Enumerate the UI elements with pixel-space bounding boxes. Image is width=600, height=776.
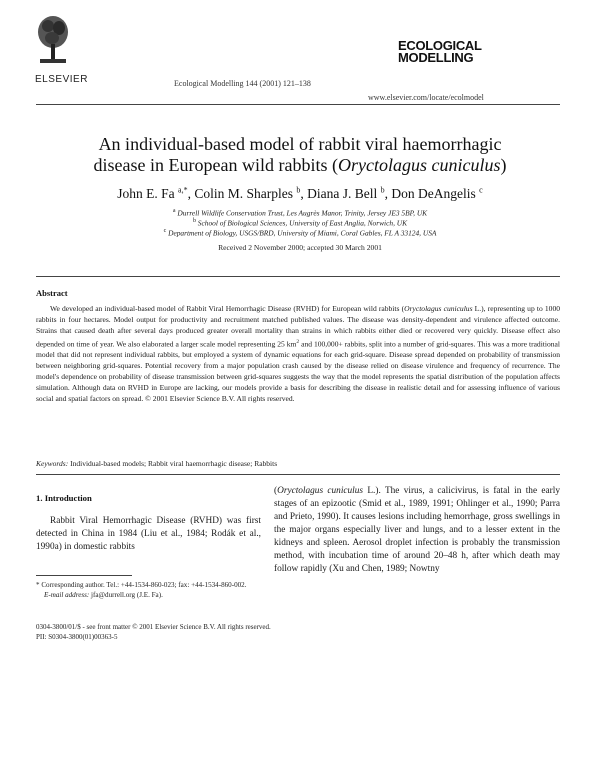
intro-right-column: (Oryctolagus cuniculus L.). The virus, a calicivirus, is fatal in the early stages of an epizootic (Smid et al., 1989, 1991; Ohlinger et al., 1990; Parra and Prieto, 1990). It causes lesions including hemorrhage, gross swellings in the major organs especially liver and lungs, and to a lesser extent in the kidneys and spleen. Aerosol droplet infection is probably the transmission method, with incubation time of around 20–48 h, after which death may follow rapidly (Xu and Chen, 1989; Nowtny [274,486,560,574]
affiliation: $^a$ Durrell Wildlife Conservation Trust, Les Augrès Manor, Trinity, Jersey JE3 5BP, UK [172,208,428,218]
email-address[interactable]: jfa@durrell.org (J.E. Fa). [89,591,163,600]
author: Don DeAngelis $^c$ [391,185,483,201]
intro-species: Oryctolagus cuniculus [277,486,364,496]
author: Diana J. Bell $^b$, [307,185,392,201]
email-footnote: E-mail address: jfa@durrell.org (J.E. Fa). [44,591,163,600]
article-title [40,134,560,176]
title-line1: An individual-based model of rabbit viral haemorrhagic [98,134,502,154]
corresponding-author: * Corresponding author. Tel.: +44-1534-860-023; fax: +44-1534-860-002. [36,581,247,589]
author-list [40,185,560,202]
pii-line: PII: S0304-3800(01)00363-5 [36,633,118,642]
publisher-name: ELSEVIER [35,74,88,85]
title-line2: disease in European wild rabbits (Oryctolagus cuniculus) [93,155,507,175]
abstract-species: Oryctolagus cuniculus [404,304,473,313]
section-heading-introduction: 1. Introduction [36,493,92,503]
journal-logo-text [398,40,558,64]
intro-left-column: Rabbit Viral Hemorrhagic Disease (RVHD) was first detected in China in 1984 (Liu et al., 1984; Rodák et al., 1990a) in domestic rabbits [36,516,261,552]
journal-url[interactable]: www.elsevier.com/locate/ecolmodel [368,93,484,102]
header-divider [36,104,560,105]
affiliation: $^c$ Department of Biology, USGS/BRD, University of Miami, Coral Gables, FL A 33124, USA [163,228,437,238]
keywords-label: Keywords: [36,459,69,468]
issn-line: 0304-3800/01/$ - see front matter © 2001 Elsevier Science B.V. All rights reserved. [36,623,271,631]
journal-name-line1: ECOLOGICAL [398,38,482,53]
author: John E. Fa $^{a,*}$, [117,185,195,201]
abstract-divider-top [36,276,560,277]
footnotes [36,580,262,601]
journal-name-line2: MODELLING [398,50,474,65]
title-species: Oryctolagus cuniculus [337,155,501,175]
footnote-divider [36,575,132,576]
author: Colin M. Sharples $^b$, [194,185,308,201]
affiliation: $^b$ School of Biological Sciences, University of East Anglia, Norwich, UK [192,218,408,228]
received-dates: Received 2 November 2000; accepted 30 March 2001 [218,243,382,252]
keywords: Keywords: Individual-based models; Rabbit viral haemorrhagic disease; Rabbits [36,459,278,468]
abstract-body: We developed an individual-based model of Rabbit Viral Hemorrhagic Disease (RVHD) for European wild rabbits (Oryctolagus cuniculus L.), representing up to 1000 rabbits in four hectares. Model output for productivity and recruitment matched published values. The disease was density-dependent and virulence affected outcome. Strains that caused death after several days produced greater overall mortality than strains in which rabbits either died or recovered very quickly. Disease effect also depended on time of year. We also elaborated a larger scale model representing 25 $km^2$ and 100,000+ rabbits, split into a number of grid-squares. This was a more traditional model that did not represent individual rabbits, but employed a system of dynamic equations for each grid-square. Disease spread depended on probability of transmission between neighboring grid-squares. Potential recovery from a major population crash caused by the disease relied on disease virulence and frequency of recurrence. The model's dependence on probability of disease transmission between grid-squares suggests the way that the model represents the spatial distribution of the population affects simulation. Although data on RVHD in Europe are lacking, our models provide a basis for describing the disease in realistic detail and for assessing influence of various social and spatial factors on spread. © 2001 Elsevier Science B.V. All rights reserved. [36,304,561,403]
abstract-divider-bottom [36,474,560,475]
page-footer [36,622,271,642]
journal-citation: Ecological Modelling 144 (2001) 121–138 [174,79,311,88]
abstract-heading: Abstract [36,288,68,298]
elsevier-tree-logo [36,14,70,66]
